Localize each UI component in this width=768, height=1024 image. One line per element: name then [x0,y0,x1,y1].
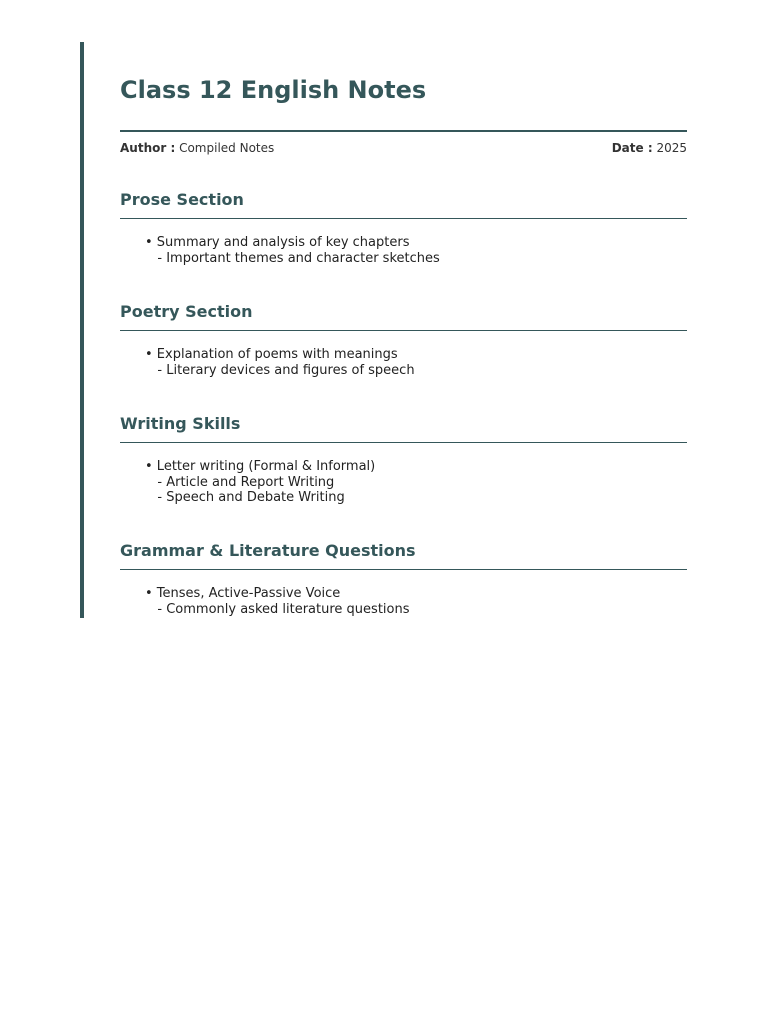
list-item: - Article and Report Writing [145,474,335,490]
section-heading: Prose Section [120,190,244,209]
list-item: - Important themes and character sketches [145,250,440,266]
list-item: • Summary and analysis of key chapters [145,235,410,250]
section-poetry [120,301,687,378]
section-heading: Grammar & Literature Questions [120,541,416,560]
section-prose [120,189,687,266]
author-field [120,140,274,156]
list-item: • Explanation of poems with meanings [145,347,398,362]
list-item: • Letter writing (Formal & Informal) [145,459,376,474]
section-writing-skills [120,413,687,506]
author-value: Compiled Notes [179,141,275,155]
date-field [612,140,687,156]
document-title: Class 12 English Notes [120,76,427,104]
section-heading: Poetry Section [120,302,253,321]
list-item: • Tenses, Active-Passive Voice [145,586,341,601]
section-grammar-literature [120,540,687,617]
document-body [120,74,687,617]
document-meta [120,140,687,156]
section-divider [120,330,687,331]
list-item: - Literary devices and figures of speech [145,362,415,378]
section-heading: Writing Skills [120,414,241,433]
title-divider [120,130,687,132]
list-item: - Speech and Debate Writing [145,490,345,506]
date-label: Date : [611,141,653,155]
left-accent-bar [80,42,84,618]
section-body [120,347,687,378]
section-body [120,586,687,617]
section-body [120,459,687,506]
date-value: 2025 [656,141,687,155]
section-divider [120,218,687,219]
section-divider [120,442,687,443]
section-divider [120,569,687,570]
author-label: Author : [120,141,176,155]
list-item: - Commonly asked literature questions [145,601,410,617]
section-body [120,235,687,266]
